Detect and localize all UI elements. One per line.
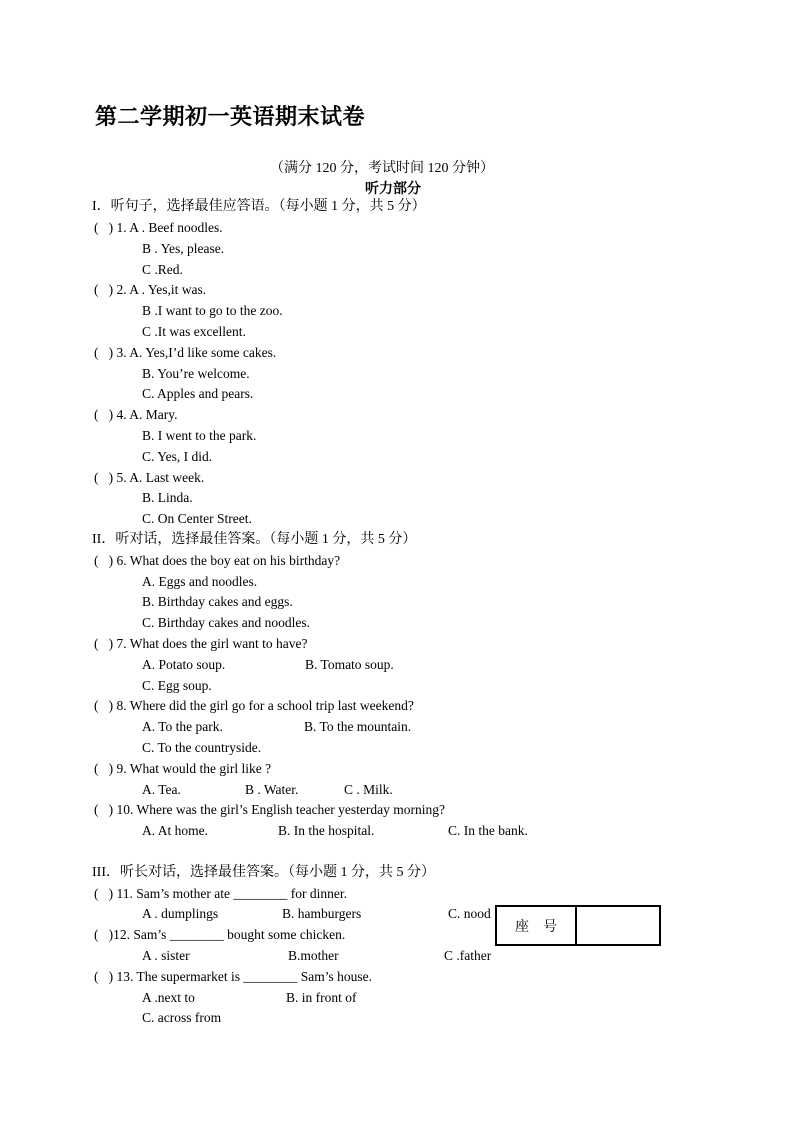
- option: B . Water.: [245, 782, 299, 797]
- question-13: ( ) 13. The supermarket is ________ Sam’s house.: [94, 969, 372, 984]
- option: B . Yes, please.: [142, 241, 225, 256]
- option: B. To the mountain.: [304, 719, 412, 734]
- option: B. hamburgers: [282, 906, 362, 921]
- exam-subtitle: （满分 120 分，考试时间 120 分钟）: [270, 161, 494, 176]
- option: B. in front of: [286, 990, 357, 1005]
- option: A .next to: [142, 990, 195, 1005]
- question-7: ( ) 7. What does the girl want to have?: [94, 636, 308, 651]
- option: C . Milk.: [344, 782, 393, 797]
- option: A. Eggs and noodles.: [142, 574, 258, 589]
- section-heading-2: II．听对话，选择最佳答案。（每小题 1 分，共 5 分）: [92, 532, 417, 547]
- seat-number-label: 座号: [497, 907, 577, 944]
- exam-title: 第二学期初一英语期末试卷: [95, 104, 366, 130]
- option: B. You’re welcome.: [142, 366, 250, 381]
- option: C .Red.: [142, 262, 183, 277]
- question-6: ( ) 6. What does the boy eat on his birthday?: [94, 553, 341, 568]
- option: B. In the hospital.: [278, 823, 375, 838]
- option: B. I went to the park.: [142, 428, 257, 443]
- option: B. Linda.: [142, 490, 193, 505]
- option: C .It was excellent.: [142, 324, 246, 339]
- option: A. Potato soup.: [142, 657, 226, 672]
- option: B. Birthday cakes and eggs.: [142, 594, 293, 609]
- seat-number-box: [495, 905, 661, 946]
- option: C. across from: [142, 1010, 222, 1025]
- section-heading-1: I．听句子，选择最佳应答语。（每小题 1 分，共 5 分）: [92, 199, 426, 214]
- question-11: ( ) 11. Sam’s mother ate ________ for dinner.: [94, 886, 347, 901]
- question-2: ( ) 2. A . Yes,it was.: [94, 282, 207, 297]
- listening-part-heading: 听力部分: [365, 181, 421, 197]
- option: C. nood: [448, 906, 491, 921]
- option: B. Tomato soup.: [305, 657, 394, 672]
- question-3: ( ) 3. A. Yes,I’d like some cakes.: [94, 345, 277, 360]
- option: A . sister: [142, 948, 190, 963]
- option: C. To the countryside.: [142, 740, 262, 755]
- option: A. At home.: [142, 823, 208, 838]
- question-9: ( ) 9. What would the girl like ?: [94, 761, 272, 776]
- question-12: ( )12. Sam’s ________ bought some chicken.: [94, 927, 346, 942]
- option: C. Yes, I did.: [142, 449, 213, 464]
- option: B.mother: [288, 948, 339, 963]
- question-5: ( ) 5. A. Last week.: [94, 470, 205, 485]
- option: A. Tea.: [142, 782, 181, 797]
- option: C. Egg soup.: [142, 678, 212, 693]
- option: C .father: [444, 948, 492, 963]
- section-heading-3: III．听长对话，选择最佳答案。（每小题 1 分，共 5 分）: [92, 865, 435, 880]
- question-10: ( ) 10. Where was the girl’s English teacher yesterday morning?: [94, 802, 446, 817]
- seat-number-field[interactable]: [577, 907, 659, 944]
- question-1: ( ) 1. A . Beef noodles.: [94, 220, 223, 235]
- option: B .I want to go to the zoo.: [142, 303, 283, 318]
- option: A. To the park.: [142, 719, 223, 734]
- option: C. On Center Street.: [142, 511, 252, 526]
- option: A . dumplings: [142, 906, 219, 921]
- option: C. Birthday cakes and noodles.: [142, 615, 310, 630]
- option: C. Apples and pears.: [142, 386, 254, 401]
- question-8: ( ) 8. Where did the girl go for a school trip last weekend?: [94, 698, 414, 713]
- option: C. In the bank.: [448, 823, 528, 838]
- question-4: ( ) 4. A. Mary.: [94, 407, 178, 422]
